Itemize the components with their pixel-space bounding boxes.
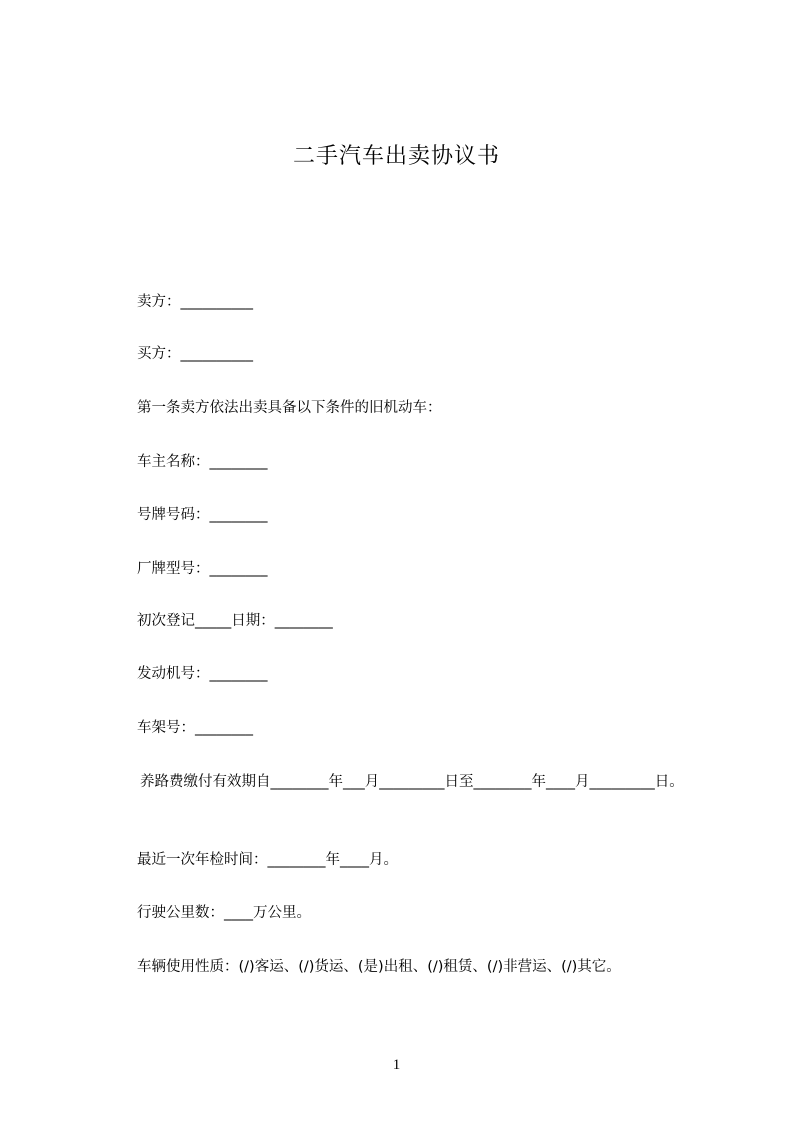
chassis-number-line: 车架号：________: [137, 720, 253, 736]
page-number: 1: [392, 1057, 401, 1073]
article-one-line: 第一条卖方依法出卖具备以下条件的旧机动车：: [137, 400, 442, 416]
road-fee-validity-paragraph: 养路费缴付有效期自________年___月_________日至________年____月_________日。: [140, 774, 684, 790]
owner-name-line: 车主名称：________: [137, 454, 268, 470]
plate-number-line: 号牌号码：________: [137, 507, 268, 523]
brand-model-line: 厂牌型号：________: [137, 561, 268, 577]
seller-line: 卖方：__________: [137, 294, 253, 310]
document-title: 二手汽车出卖协议书: [292, 144, 500, 169]
mileage-line: 行驶公里数：____万公里。: [137, 905, 311, 921]
registration-date-line: 初次登记_____日期：________: [137, 613, 333, 629]
usage-nature-line: 车辆使用性质：(/)客运、(/)货运、(是)出租、(/)租赁、(/)非营运、(/)其它。: [137, 959, 621, 975]
buyer-line: 买方：__________: [137, 346, 253, 362]
last-inspection-line: 最近一次年检时间：________年____月。: [137, 852, 398, 868]
engine-number-line: 发动机号：________: [137, 666, 268, 682]
